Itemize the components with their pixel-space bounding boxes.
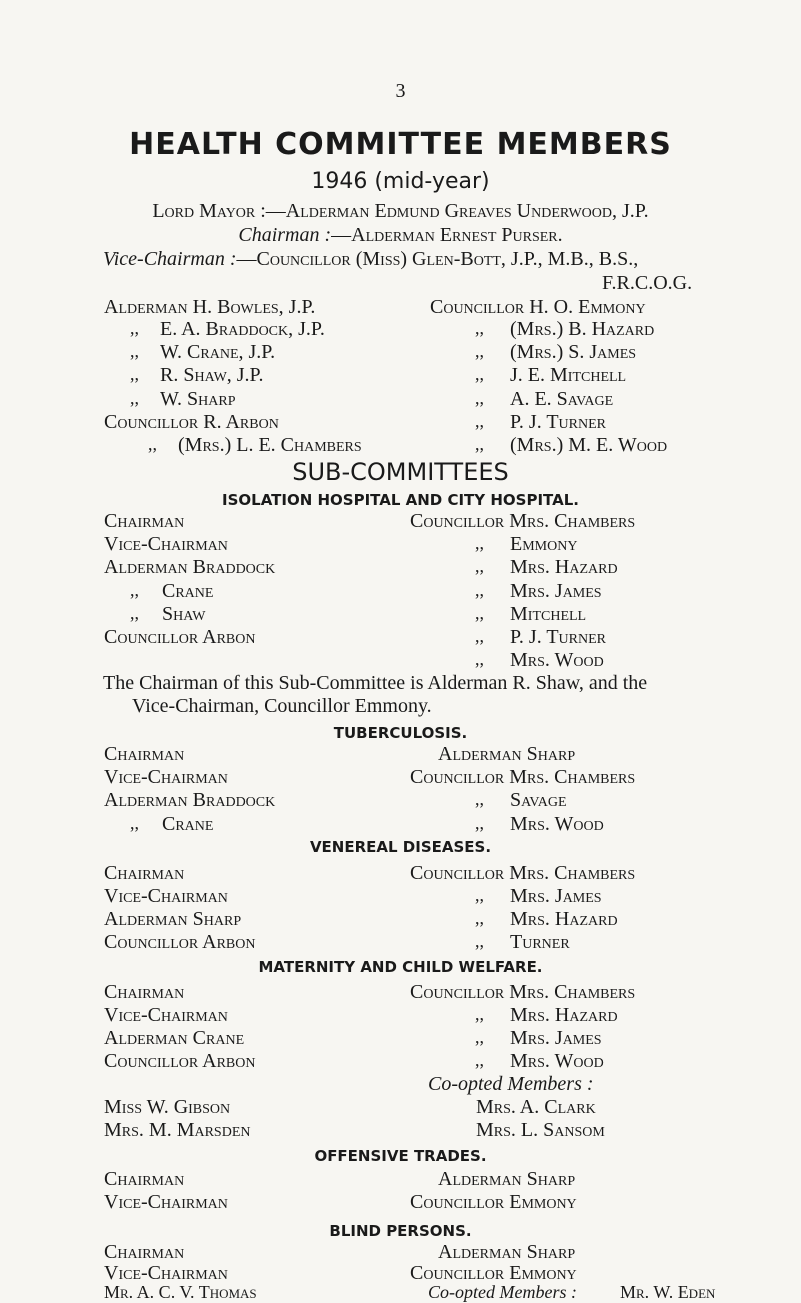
ditto-mark: ,, xyxy=(475,318,484,338)
maternity-coopted-right: Mrs. A. Clark xyxy=(476,1096,596,1118)
ditto-mark: ,, xyxy=(475,1050,484,1070)
isolation-right: Mrs. Wood xyxy=(510,649,604,671)
ditto-mark: ,, xyxy=(475,908,484,928)
maternity-left: Councillor Arbon xyxy=(104,1050,256,1072)
ditto-mark: ,, xyxy=(475,885,484,905)
isolation-left: Councillor Arbon xyxy=(104,626,256,648)
venereal-left: Vice-Chairman xyxy=(104,885,228,907)
blind-right: Councillor Emmony xyxy=(410,1262,577,1284)
maternity-coopted-right: Mrs. L. Sansom xyxy=(476,1119,605,1141)
ditto-mark: ,, xyxy=(475,388,484,408)
maternity-right: Mrs. James xyxy=(510,1027,602,1049)
vice-chairman-line xyxy=(103,248,638,271)
venereal-left: Alderman Sharp xyxy=(104,908,242,930)
blind-coopted-right: Mr. W. Eden xyxy=(620,1282,716,1302)
blind-left: Chairman xyxy=(104,1241,185,1263)
maternity-heading: MATERNITY AND CHILD WELFARE. xyxy=(258,958,543,976)
tuberculosis-right: Savage xyxy=(510,789,567,811)
page-subtitle: 1946 (mid-year) xyxy=(311,169,490,194)
isolation-left: Shaw xyxy=(162,603,206,625)
tuberculosis-left: Crane xyxy=(162,813,214,835)
blind-right: Alderman Sharp xyxy=(438,1241,576,1263)
ditto-mark: ,, xyxy=(475,1004,484,1024)
ditto-mark: ,, xyxy=(475,813,484,833)
maternity-left: Alderman Crane xyxy=(104,1027,245,1049)
ditto-mark: ,, xyxy=(475,1027,484,1047)
ditto-mark: ,, xyxy=(475,411,484,431)
blind-coopted-label: Co-opted Members : xyxy=(428,1282,577,1302)
isolation-left: Vice-Chairman xyxy=(104,533,228,555)
blind-heading: BLIND PERSONS. xyxy=(329,1222,472,1240)
offensive-right: Alderman Sharp xyxy=(438,1168,576,1190)
page-number: 3 xyxy=(395,80,406,102)
chairman-label: Chairman : xyxy=(238,224,332,246)
isolation-left: Chairman xyxy=(104,510,185,532)
member-right: (Mrs.) S. James xyxy=(510,341,637,363)
offensive-heading: OFFENSIVE TRADES. xyxy=(314,1147,487,1165)
member-right: A. E. Savage xyxy=(510,388,614,410)
isolation-right: Councillor Mrs. Chambers xyxy=(410,510,636,532)
offensive-left: Chairman xyxy=(104,1168,185,1190)
tuberculosis-right: Mrs. Wood xyxy=(510,813,604,835)
offensive-left: Vice-Chairman xyxy=(104,1191,228,1213)
ditto-mark: ,, xyxy=(475,364,484,384)
subcommittees-heading: SUB-COMMITTEES xyxy=(292,458,509,486)
maternity-right: Councillor Mrs. Chambers xyxy=(410,981,636,1003)
maternity-left: Vice-Chairman xyxy=(104,1004,228,1026)
ditto-mark: ,, xyxy=(475,580,484,600)
tuberculosis-heading: TUBERCULOSIS. xyxy=(333,724,468,742)
member-left: Alderman H. Bowles, J.P. xyxy=(104,296,316,318)
maternity-coopted-left: Mrs. M. Marsden xyxy=(104,1119,251,1141)
isolation-right: P. J. Turner xyxy=(510,626,606,648)
tuberculosis-right: Councillor Mrs. Chambers xyxy=(410,766,636,788)
maternity-right: Mrs. Wood xyxy=(510,1050,604,1072)
ditto-mark: ,, xyxy=(130,388,139,408)
blind-left: Vice-Chairman xyxy=(104,1262,228,1284)
member-left: E. A. Braddock, J.P. xyxy=(160,318,325,340)
ditto-mark: ,, xyxy=(475,434,484,454)
member-right: (Mrs.) M. E. Wood xyxy=(510,434,668,456)
venereal-left: Chairman xyxy=(104,862,185,884)
isolation-note: Vice-Chairman, Councillor Emmony. xyxy=(132,695,432,717)
ditto-mark: ,, xyxy=(148,434,157,454)
isolation-right: Mitchell xyxy=(510,603,587,625)
vice-chairman-label: Vice-Chairman : xyxy=(103,248,237,270)
maternity-coopted-left: Miss W. Gibson xyxy=(104,1096,231,1118)
blind-coopted-left: Mr. A. C. V. Thomas xyxy=(104,1282,257,1302)
maternity-right: Mrs. Hazard xyxy=(510,1004,618,1026)
member-left: R. Shaw, J.P. xyxy=(160,364,264,386)
page-title: HEALTH COMMITTEE MEMBERS xyxy=(129,127,672,162)
venereal-right: Turner xyxy=(510,931,570,953)
ditto-mark: ,, xyxy=(475,626,484,646)
venereal-left: Councillor Arbon xyxy=(104,931,256,953)
ditto-mark: ,, xyxy=(475,789,484,809)
venereal-heading: VENEREAL DISEASES. xyxy=(309,838,492,856)
isolation-note: The Chairman of this Sub-Committee is Alderman R. Shaw, and the xyxy=(103,672,648,694)
member-right: J. E. Mitchell xyxy=(510,364,627,386)
ditto-mark: ,, xyxy=(475,533,484,553)
venereal-right: Mrs. James xyxy=(510,885,602,907)
maternity-left: Chairman xyxy=(104,981,185,1003)
member-left: W. Sharp xyxy=(160,388,236,410)
isolation-right: Mrs. James xyxy=(510,580,602,602)
member-left: Councillor R. Arbon xyxy=(104,411,279,433)
offensive-right: Councillor Emmony xyxy=(410,1191,577,1213)
ditto-mark: ,, xyxy=(475,931,484,951)
tuberculosis-left: Alderman Braddock xyxy=(104,789,276,811)
tuberculosis-left: Vice-Chairman xyxy=(104,766,228,788)
ditto-mark: ,, xyxy=(475,556,484,576)
isolation-left: Crane xyxy=(162,580,214,602)
isolation-right: Mrs. Hazard xyxy=(510,556,618,578)
tuberculosis-left: Chairman xyxy=(104,743,185,765)
venereal-right: Councillor Mrs. Chambers xyxy=(410,862,636,884)
ditto-mark: ,, xyxy=(130,364,139,384)
venereal-right: Mrs. Hazard xyxy=(510,908,618,930)
isolation-left: Alderman Braddock xyxy=(104,556,276,578)
chairman-name: —Alderman Ernest Purser. xyxy=(331,224,563,246)
isolation-right: Emmony xyxy=(510,533,578,555)
vice-chairman-cont: F.R.C.O.G. xyxy=(602,272,693,294)
lord-mayor-line: Lord Mayor :—Alderman Edmund Greaves Underwood, J.P. xyxy=(152,200,649,222)
isolation-heading: ISOLATION HOSPITAL AND CITY HOSPITAL. xyxy=(222,491,579,509)
ditto-mark: ,, xyxy=(130,318,139,338)
ditto-mark: ,, xyxy=(130,603,139,623)
ditto-mark: ,, xyxy=(475,649,484,669)
member-left: (Mrs.) L. E. Chambers xyxy=(178,434,362,456)
tuberculosis-right: Alderman Sharp xyxy=(438,743,576,765)
ditto-mark: ,, xyxy=(130,580,139,600)
ditto-mark: ,, xyxy=(130,813,139,833)
member-right: Councillor H. O. Emmony xyxy=(430,296,646,318)
vice-chairman-name: —Councillor (Miss) Glen-Bott, J.P., M.B., B.S., xyxy=(236,248,639,270)
ditto-mark: ,, xyxy=(475,603,484,623)
ditto-mark: ,, xyxy=(475,341,484,361)
member-right: (Mrs.) B. Hazard xyxy=(510,318,655,340)
maternity-coopted-label: Co-opted Members : xyxy=(428,1073,594,1095)
member-right: P. J. Turner xyxy=(510,411,606,433)
ditto-mark: ,, xyxy=(130,341,139,361)
member-left: W. Crane, J.P. xyxy=(160,341,276,363)
chairman-line xyxy=(0,224,801,247)
